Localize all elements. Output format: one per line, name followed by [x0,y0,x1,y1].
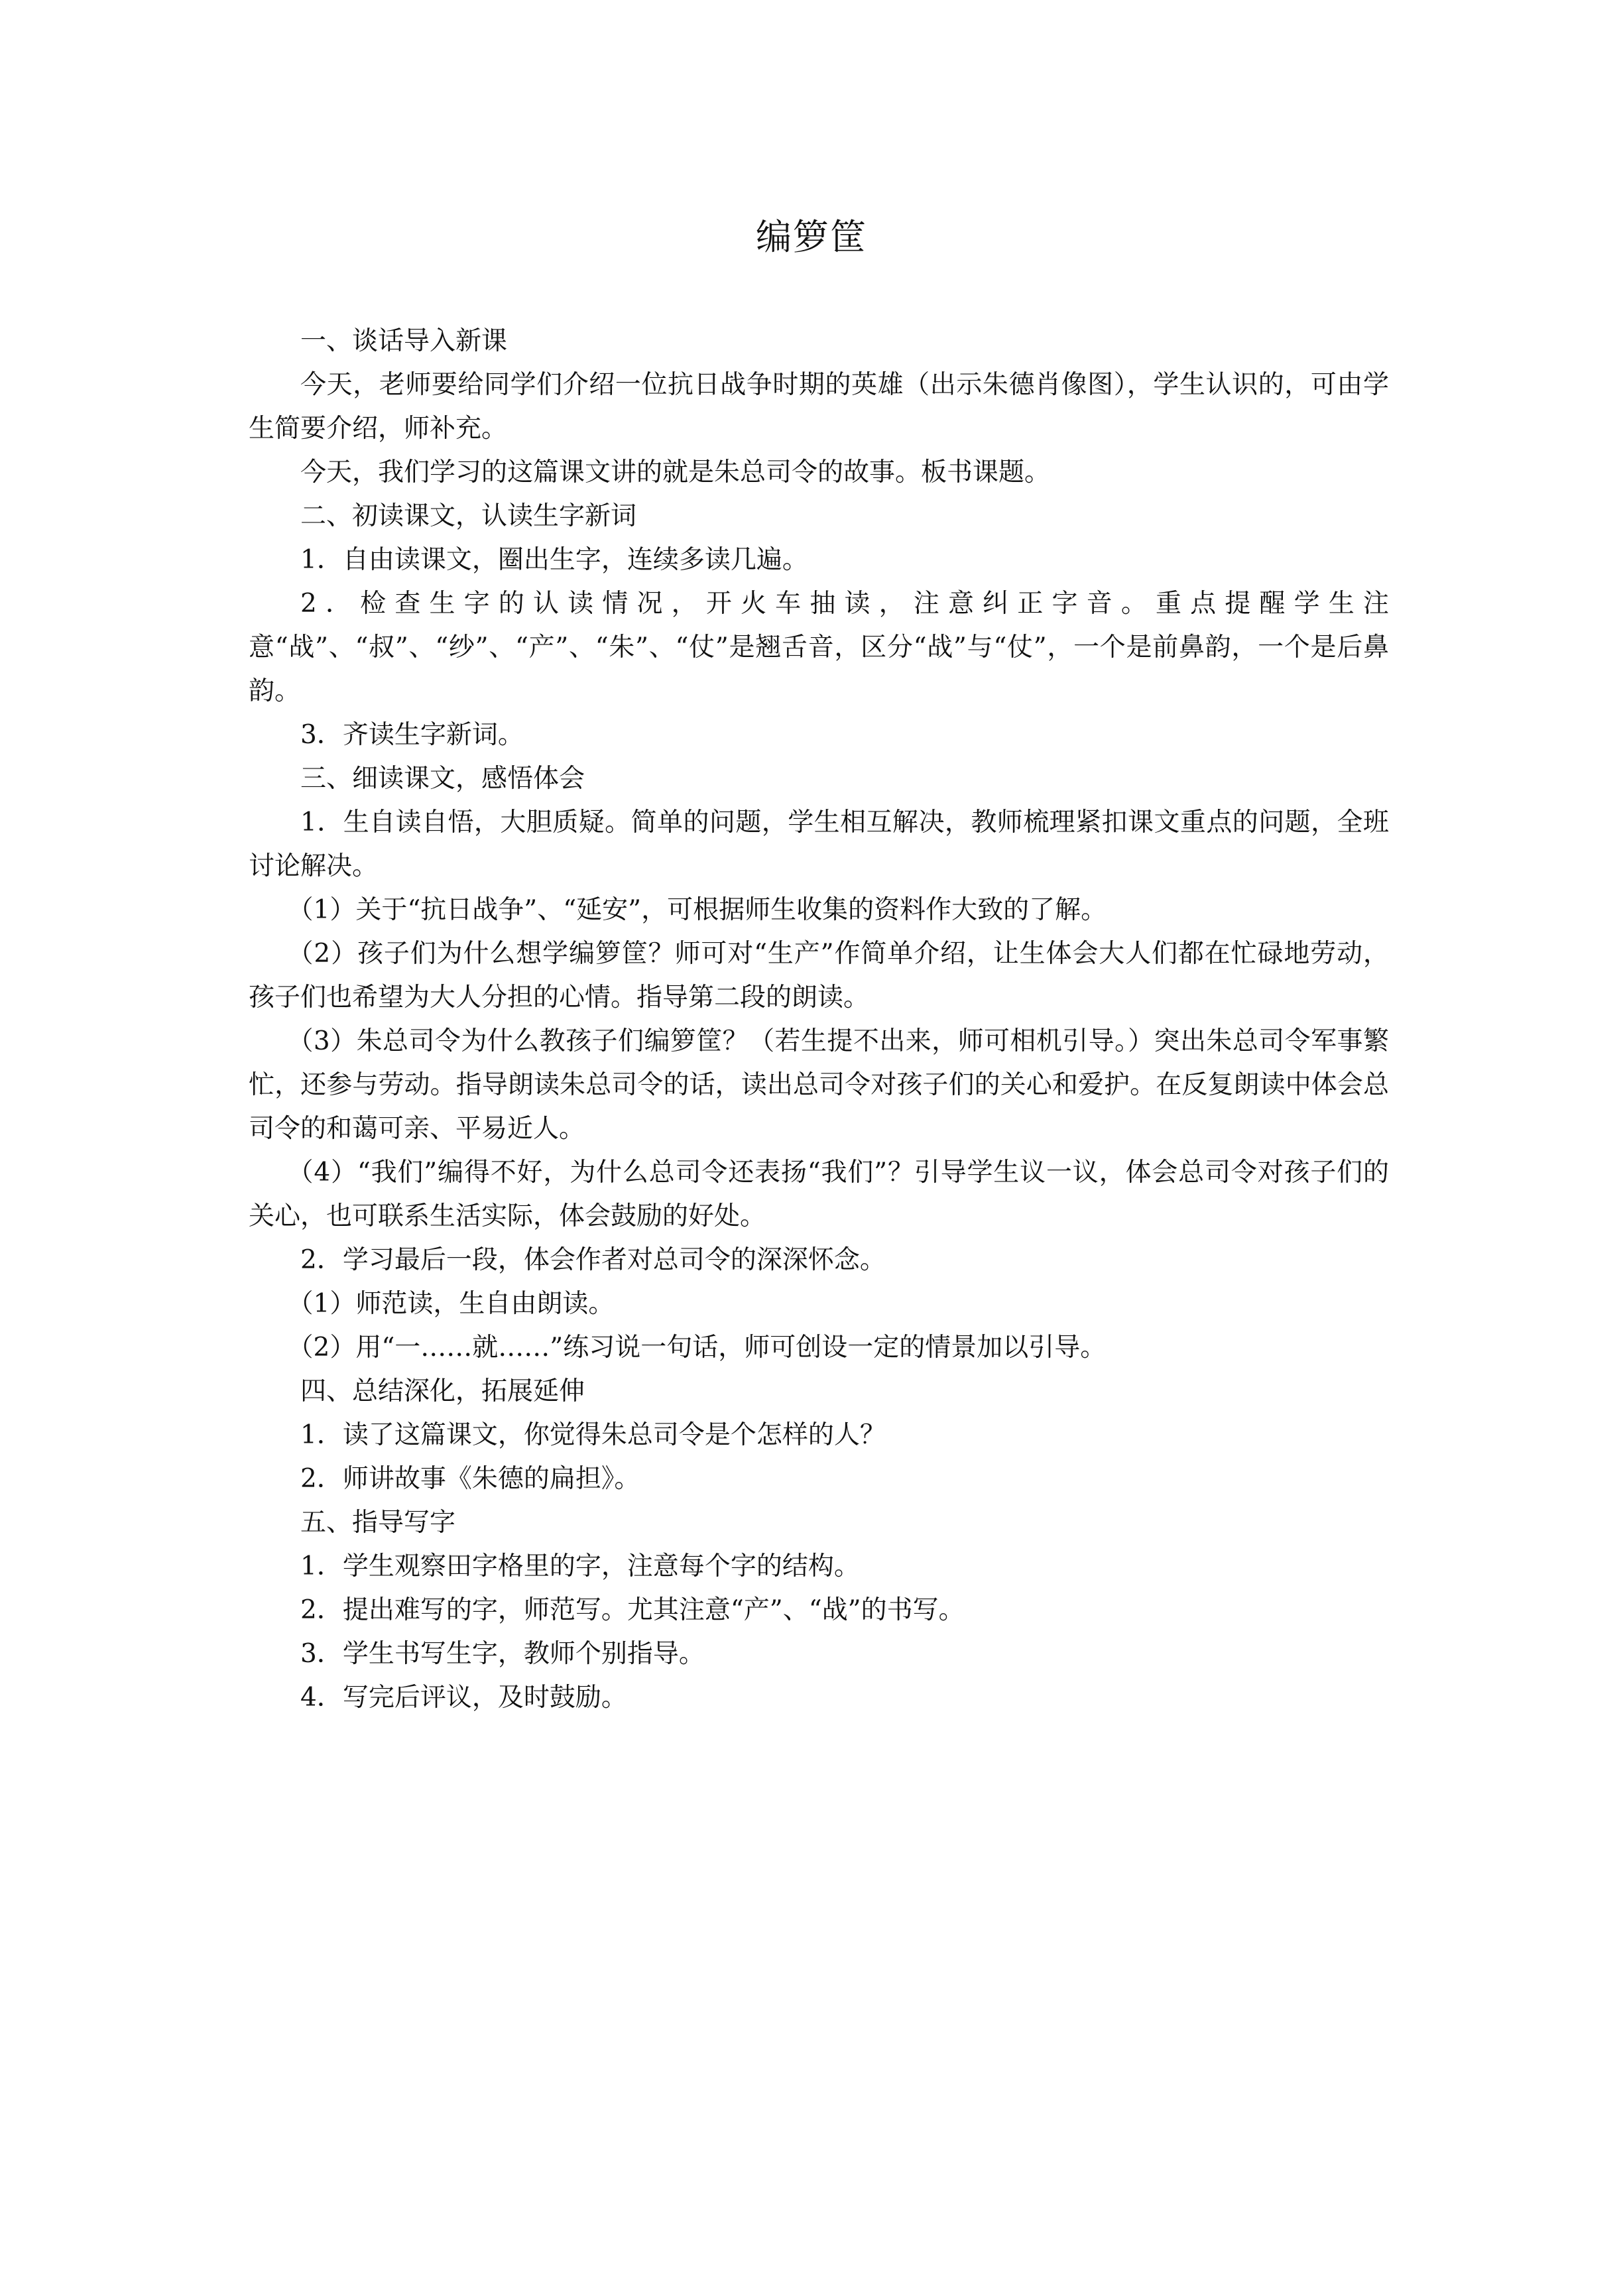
sub-paragraph: （1）关于“抗日战争”、“延安”，可根据师生收集的资料作大致的了解。 [287,895,1107,925]
paragraph: 2．学习最后一段，体会作者对总司令的深深怀念。 [300,1245,886,1275]
document-body [249,320,1389,1720]
paragraph: 4．写完后评议，及时鼓励。 [300,1683,627,1713]
paragraph: 1．生自读自悟，大胆质疑。简单的问题，学生相互解决，教师梳理紧扣课文重点的问题，全班讨论解决。 [249,808,1389,881]
paragraph: 3．齐读生字新词。 [300,720,524,750]
paragraph: 1．读了这篇课文，你觉得朱总司令是个怎样的人？ [300,1420,886,1450]
sub-paragraph: （4）“我们”编得不好，为什么总司令还表扬“我们”？引导学生议一议，体会总司令对孩子们的关心，也可联系生活实际，体会鼓励的好处。 [249,1158,1389,1231]
section-heading-1: 一、谈话导入新课 [300,326,508,356]
section-heading-5: 五、指导写字 [300,1508,456,1538]
paragraph: 2．检查生字的认读情况，开火车抽读，注意纠正字音。重点提醒学生注意“战”、“叔”、“纱”、“产”、“朱”、“仗”是翘舌音，区分“战”与“仗”，一个是前鼻韵，一个是后鼻韵。 [249,589,1389,706]
paragraph: 今天，老师要给同学们介绍一位抗日战争时期的英雄（出示朱德肖像图），学生认识的，可由学生简要介绍，师补充。 [249,370,1389,444]
paragraph: 2．提出难写的字，师范写。尤其注意“产”、“战”的书写。 [300,1595,965,1625]
paragraph: 1．学生观察田字格里的字，注意每个字的结构。 [300,1551,860,1581]
document-title: 编箩筐 [756,216,867,258]
section-heading-4: 四、总结深化，拓展延伸 [300,1376,585,1406]
sub-paragraph: （2）孩子们为什么想学编箩筐？师可对“生产”作简单介绍，让生体会大人们都在忙碌地劳动，孩子们也希望为大人分担的心情。指导第二段的朗读。 [249,939,1389,1012]
paragraph: 2．师讲故事《朱德的扁担》。 [300,1464,640,1494]
paragraph: 3．学生书写生字，教师个别指导。 [300,1639,705,1669]
sub-paragraph: （2）用“一……就……”练习说一句话，师可创设一定的情景加以引导。 [287,1333,1107,1362]
sub-paragraph: （1）师范读，生自由朗读。 [287,1289,615,1319]
section-heading-3: 三、细读课文，感悟体会 [300,764,585,794]
paragraph: 今天，我们学习的这篇课文讲的就是朱总司令的故事。板书课题。 [300,457,1051,487]
sub-paragraph: （3）朱总司令为什么教孩子们编箩筐？（若生提不出来，师可相机引导。）突出朱总司令军事繁忙，还参与劳动。指导朗读朱总司令的话，读出总司令对孩子们的关心和爱护。在反复朗读中体会总司令的和蔼可亲、平易近人。 [249,1026,1389,1144]
section-heading-2: 二、初读课文，认读生字新词 [300,501,637,531]
paragraph: 1．自由读课文，圈出生字，连续多读几遍。 [300,545,808,575]
